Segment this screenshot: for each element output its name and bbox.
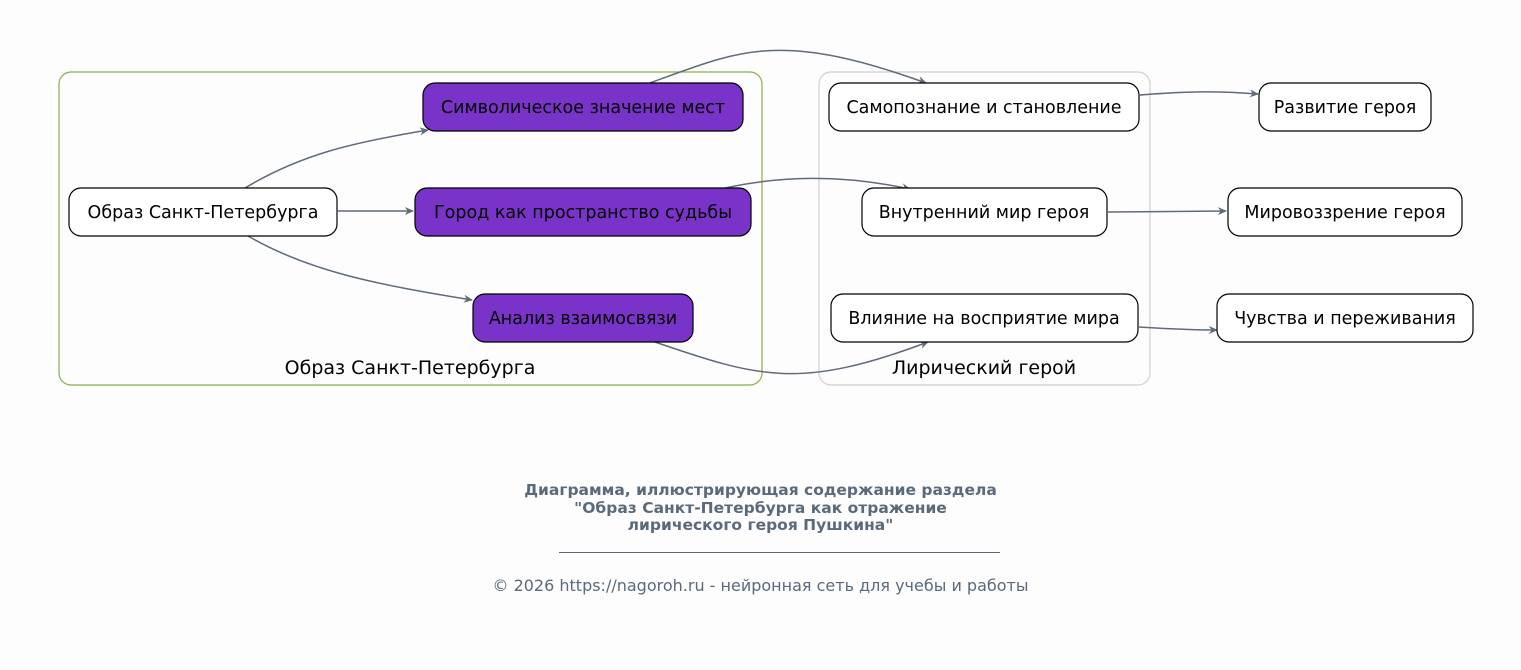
- node-symbolic-label: Символическое значение мест: [440, 98, 726, 118]
- node-feelings[interactable]: [1217, 294, 1473, 342]
- node-analysis[interactable]: [473, 294, 693, 342]
- node-obraz[interactable]: [69, 188, 337, 236]
- caption-line-3: лирического героя Пушкина": [627, 516, 894, 534]
- node-analysis-label: Анализ взаимосвязи: [488, 309, 678, 329]
- node-inner-world-label: Внутренний мир героя: [878, 203, 1090, 223]
- node-inner-world[interactable]: [862, 188, 1107, 236]
- node-development[interactable]: [1259, 83, 1431, 131]
- node-perception[interactable]: [831, 294, 1138, 342]
- node-self-knowledge-label: Самопознание и становление: [846, 98, 1122, 118]
- edge-obraz-analysis: [248, 236, 472, 300]
- diagram-caption: [0, 482, 1521, 535]
- edge-obraz-symbolic: [245, 130, 428, 188]
- cluster-hero-label: Лирический герой: [891, 357, 1077, 379]
- node-feelings-label: Чувства и переживания: [1234, 309, 1456, 329]
- caption-divider: [559, 552, 1000, 553]
- edge-self-knowledge-development: [1140, 92, 1258, 95]
- node-worldview[interactable]: [1228, 188, 1462, 236]
- node-perception-label: Влияние на восприятие мира: [848, 309, 1120, 329]
- caption-line-1: Диаграмма, иллюстрирующая содержание раздела: [524, 481, 997, 499]
- node-symbolic[interactable]: [423, 83, 743, 131]
- node-city-fate-label: Город как пространство судьбы: [433, 203, 733, 223]
- node-city-fate[interactable]: [415, 188, 751, 236]
- copyright-footer: © 2026 https://nagoroh.ru - нейронная сеть для учебы и работы: [492, 576, 1029, 595]
- node-development-label: Развитие героя: [1273, 98, 1417, 118]
- edge-symbolic-self-knowledge: [650, 50, 926, 83]
- edge-inner-world-worldview: [1108, 211, 1226, 212]
- edge-analysis-perception: [655, 342, 928, 374]
- caption-line-2: "Образ Санкт-Петербурга как отражение: [574, 498, 947, 517]
- edge-perception-feelings: [1139, 327, 1217, 330]
- node-self-knowledge[interactable]: [829, 83, 1139, 131]
- node-obraz-label: Образ Санкт-Петербурга: [87, 203, 319, 223]
- cluster-petersburg-label: Образ Санкт-Петербурга: [284, 357, 536, 379]
- node-worldview-label: Мировоззрение героя: [1244, 203, 1446, 223]
